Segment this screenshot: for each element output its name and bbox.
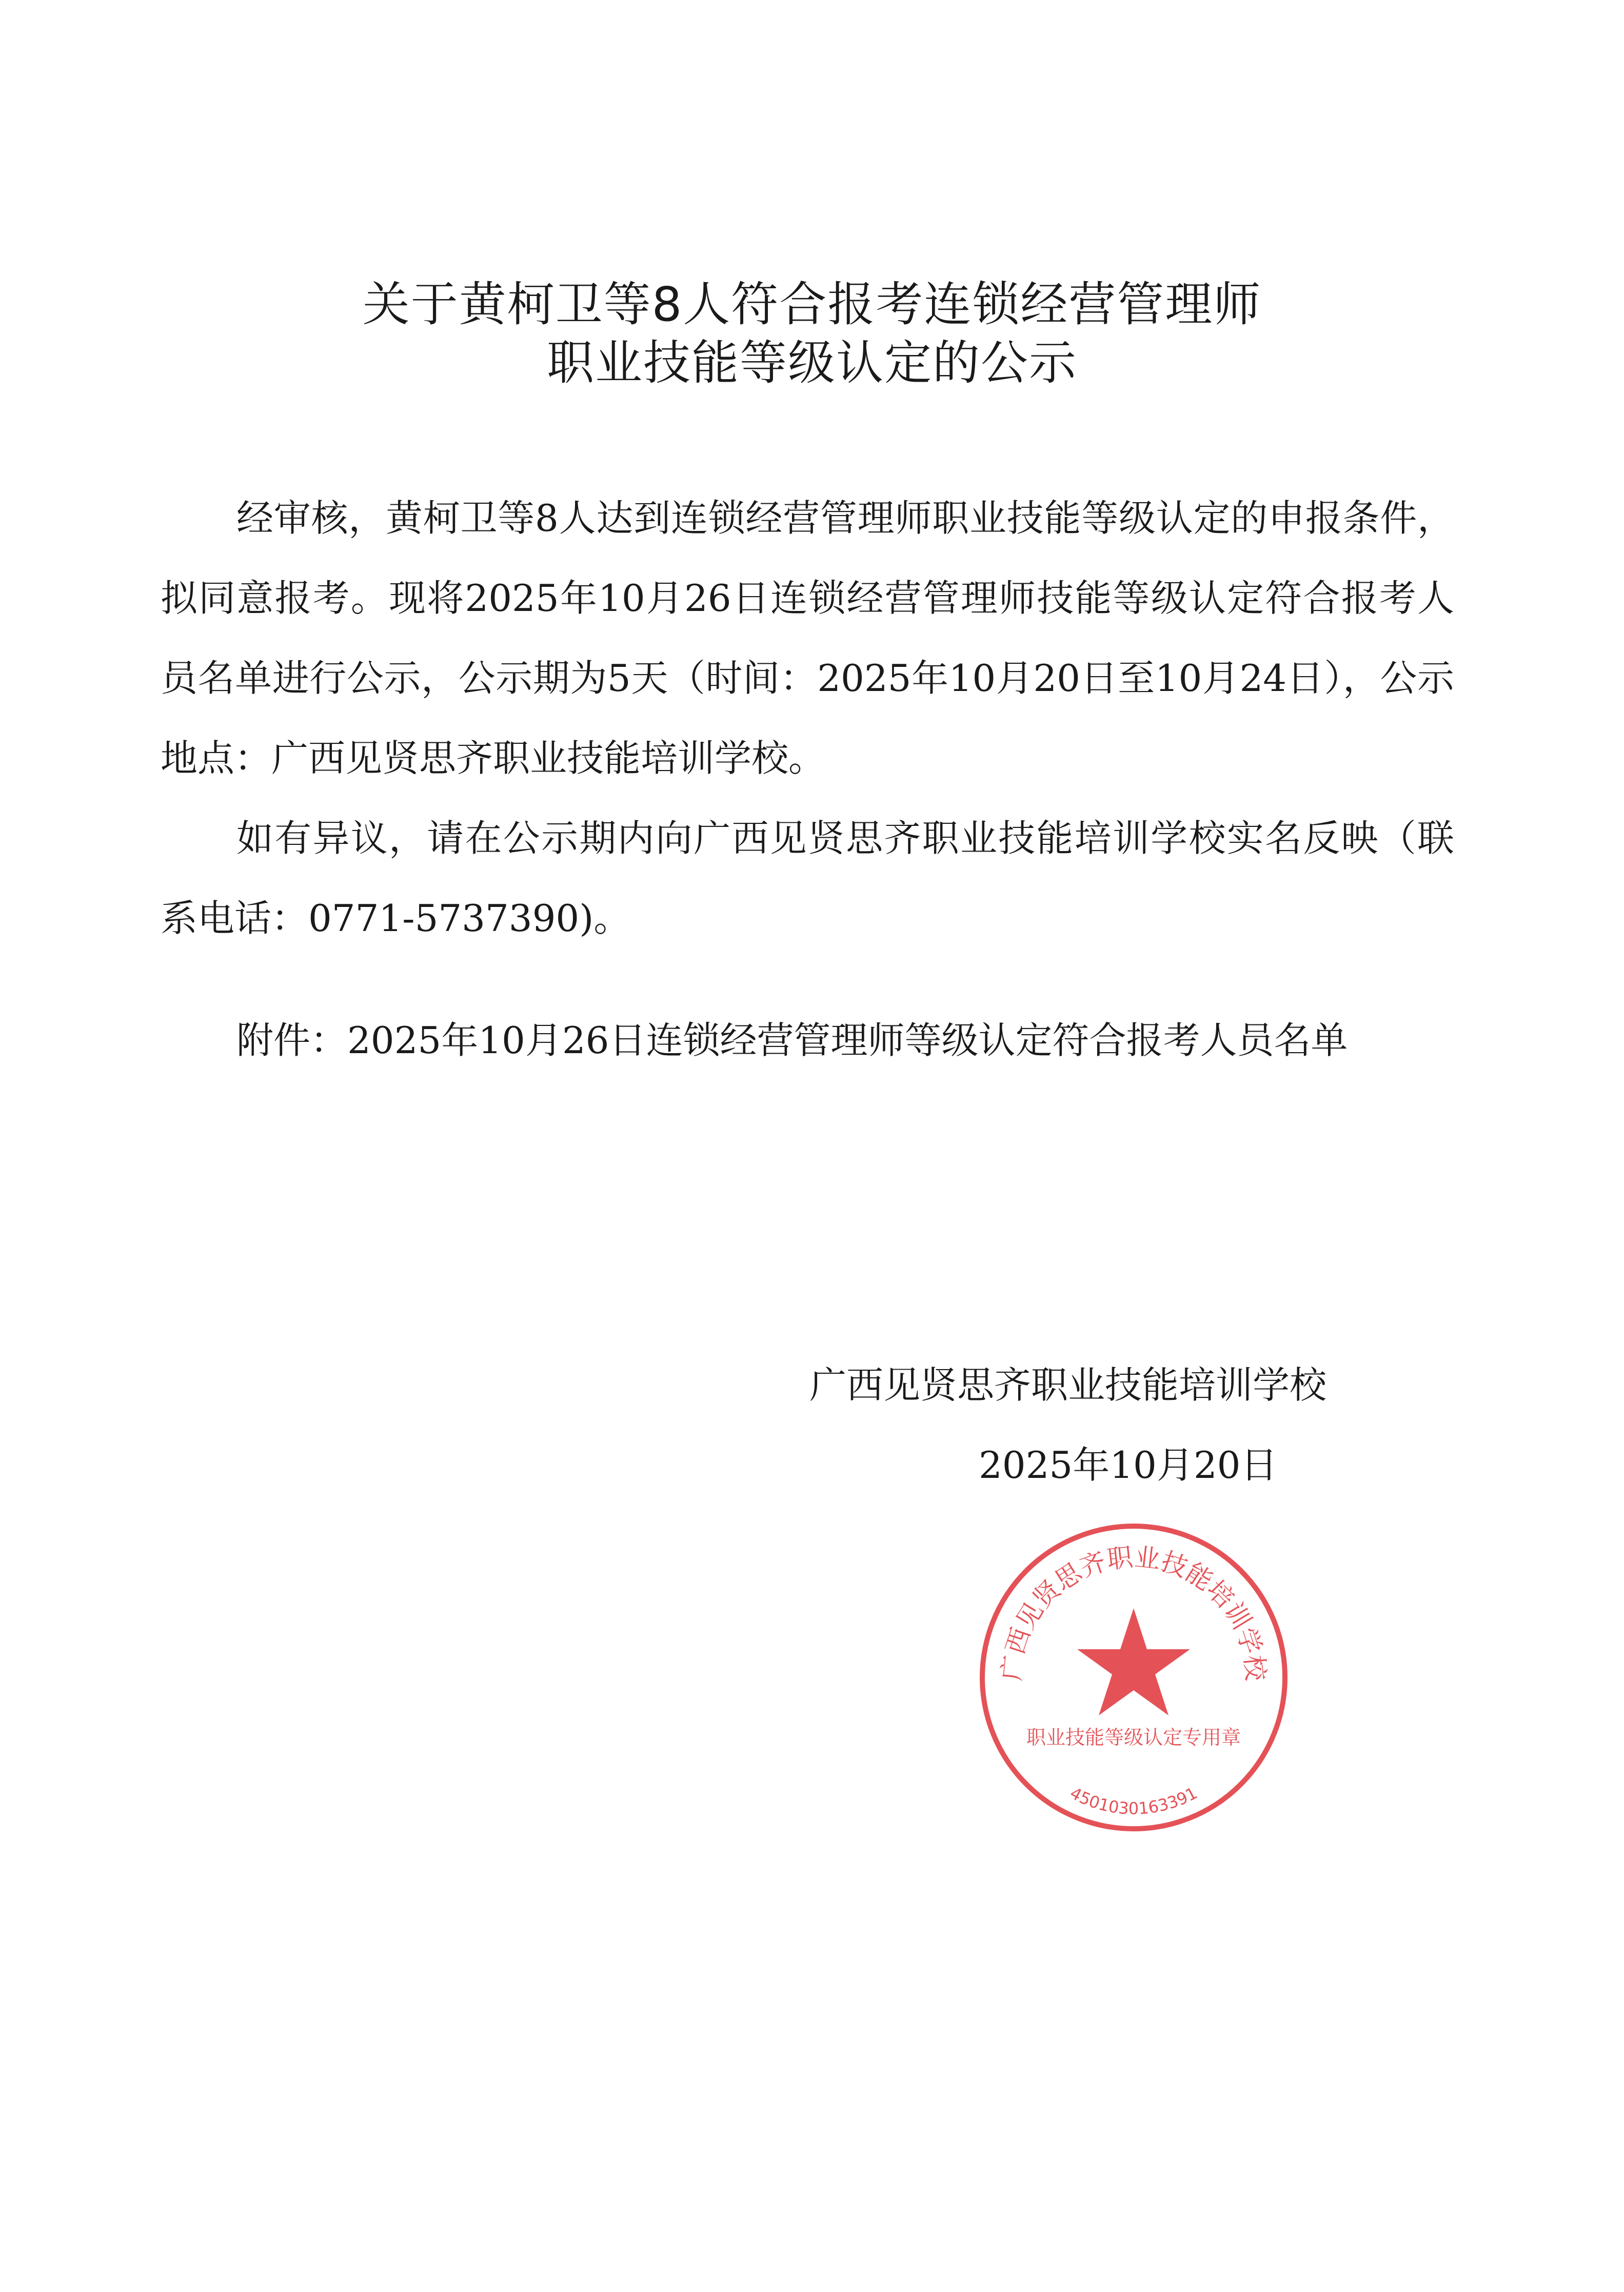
signature-organization: 广西见贤思齐职业技能培训学校 — [809, 1364, 1327, 1407]
attachment-line: 附件：2025年10月26日连锁经营管理师等级认定符合报考人员名单 — [236, 1019, 1348, 1062]
body-paragraph-1: 经审核，黄柯卫等8人达到连锁经营管理师职业技能等级认定的申报条件，拟同意报考。现将2025年10月26日连锁经营管理师技能等级认定符合报考人员名单进行公示，公示期为5天（时间：2025年10月20日至10月24日），公示地点：广西见贤思齐职业技能培训学校。 — [161, 497, 1454, 780]
signature-date: 2025年10月20日 — [979, 1444, 1278, 1487]
official-seal — [975, 1518, 1293, 1836]
title-line-1: 关于黄柯卫等8人符合报考连锁经营管理师 — [362, 277, 1262, 332]
seal-bottom-text: 职业技能等级认定专用章 — [1026, 1726, 1241, 1749]
body-content — [161, 478, 1454, 1066]
body-paragraph-2: 如有异议，请在公示期内向广西见贤思齐职业技能培训学校实名反映（联系电话：0771-5737390)。 — [161, 817, 1454, 940]
title-line-2: 职业技能等级认定的公示 — [546, 335, 1077, 390]
seal-code: 4501030163391 — [1066, 1783, 1201, 1819]
seal-top-text: 广西见贤思齐职业技能培训学校 — [996, 1542, 1271, 1683]
star-icon — [1077, 1608, 1190, 1715]
